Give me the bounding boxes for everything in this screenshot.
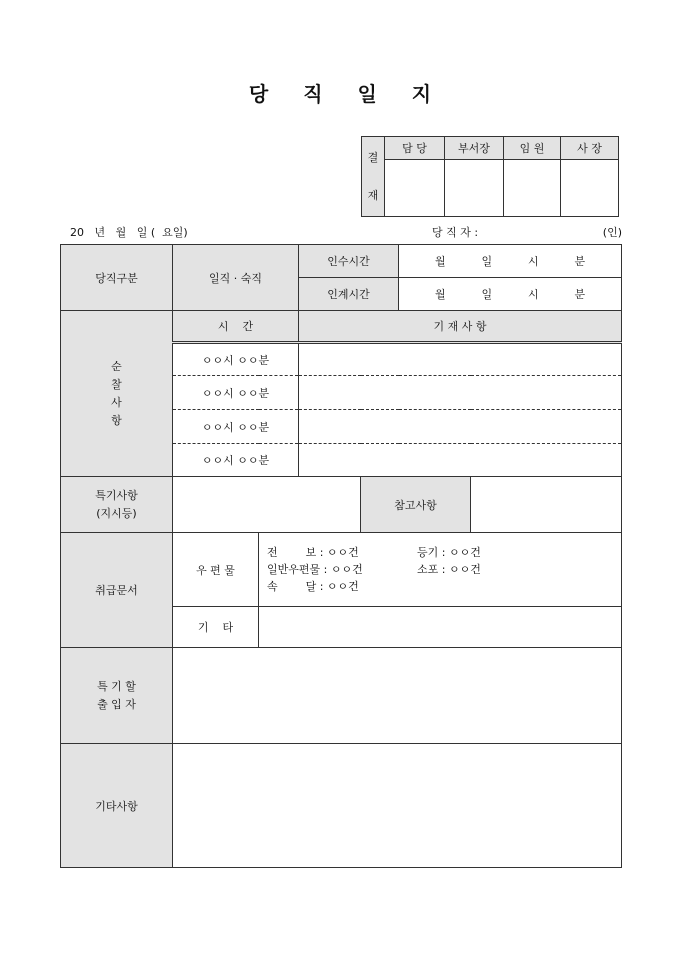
patrol-time-1[interactable]: ㅇㅇ시 ㅇㅇ분 bbox=[173, 343, 299, 376]
visitors-label: 특 기 할 출 입 자 bbox=[61, 648, 173, 744]
approval-sign-manager[interactable] bbox=[445, 160, 504, 217]
patrol-note-2[interactable] bbox=[299, 376, 622, 410]
approval-side-label: 결 재 bbox=[362, 137, 385, 217]
handover-in-label: 인수시간 bbox=[299, 245, 399, 278]
visitors-field[interactable] bbox=[173, 648, 622, 744]
special-notes-field[interactable] bbox=[173, 477, 361, 533]
duty-person-field[interactable]: 당 직 자 : bbox=[432, 226, 479, 239]
seal-mark: (인) bbox=[602, 226, 622, 239]
approval-col-president: 사 장 bbox=[561, 137, 619, 160]
shift-type-label: 일직 · 숙직 bbox=[173, 245, 299, 311]
handover-out-time[interactable]: 월 일 시 분 bbox=[399, 278, 622, 311]
approval-col-staff: 담 당 bbox=[385, 137, 445, 160]
patrol-time-header: 시 간 bbox=[173, 311, 299, 343]
shift-category-label: 당직구분 bbox=[61, 245, 173, 311]
reference-label: 참고사항 bbox=[361, 477, 471, 533]
patrol-label: 순 찰 사 항 bbox=[61, 311, 173, 477]
approval-sign-staff[interactable] bbox=[385, 160, 445, 217]
date-field[interactable]: 20 년 월 일 ( 요일) bbox=[70, 226, 188, 239]
other-label: 기 타 bbox=[173, 607, 259, 648]
document-title: 당 직 일 지 bbox=[248, 82, 446, 106]
special-notes-label: 특기사항 (지시등) bbox=[61, 477, 173, 533]
handover-in-time[interactable]: 월 일 시 분 bbox=[399, 245, 622, 278]
duty-log-table bbox=[60, 244, 622, 868]
patrol-time-4[interactable]: ㅇㅇ시 ㅇㅇ분 bbox=[173, 444, 299, 477]
other-field[interactable] bbox=[259, 607, 622, 648]
misc-label: 기타사항 bbox=[61, 744, 173, 868]
patrol-note-3[interactable] bbox=[299, 410, 622, 444]
approval-col-executive: 임 원 bbox=[504, 137, 561, 160]
patrol-time-3[interactable]: ㅇㅇ시 ㅇㅇ분 bbox=[173, 410, 299, 444]
mail-details[interactable]: 전 보 : ㅇㅇ건 등기 : ㅇㅇ건 일반우편물 : ㅇㅇ건 소포 : ㅇㅇ건 속 달 : ㅇㅇ건 bbox=[259, 533, 622, 607]
approval-sign-executive[interactable] bbox=[504, 160, 561, 217]
approval-box bbox=[361, 136, 619, 217]
documents-label: 취급문서 bbox=[61, 533, 173, 648]
misc-field[interactable] bbox=[173, 744, 622, 868]
handover-out-label: 인계시간 bbox=[299, 278, 399, 311]
patrol-note-4[interactable] bbox=[299, 444, 622, 477]
patrol-time-2[interactable]: ㅇㅇ시 ㅇㅇ분 bbox=[173, 376, 299, 410]
reference-field[interactable] bbox=[471, 477, 622, 533]
approval-col-manager: 부서장 bbox=[445, 137, 504, 160]
patrol-note-header: 기 재 사 항 bbox=[299, 311, 622, 343]
patrol-note-1[interactable] bbox=[299, 343, 622, 376]
date-line bbox=[70, 224, 622, 240]
mail-label: 우 편 물 bbox=[173, 533, 259, 607]
approval-sign-president[interactable] bbox=[561, 160, 619, 217]
